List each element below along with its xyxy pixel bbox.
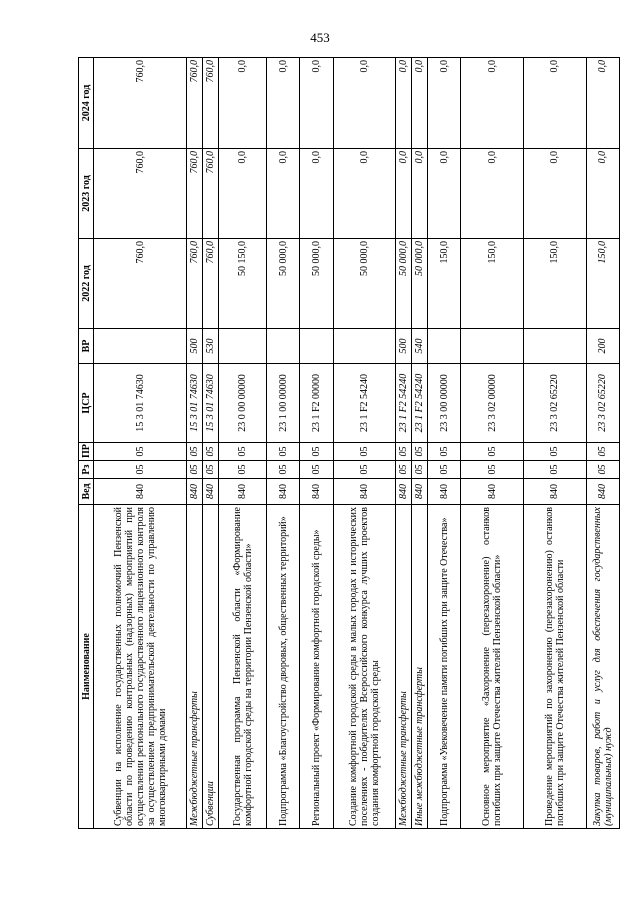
csr-cell: 23 1 00 00000 [267, 364, 300, 443]
header-name: Наименование [79, 505, 94, 829]
amount-2024-cell: 0,0 [524, 58, 587, 149]
amount-2024-cell: 0,0 [219, 58, 267, 149]
name-cell: Межбюджетные трансферты [396, 505, 412, 829]
amount-2023-cell: 0,0 [586, 149, 619, 239]
pr-cell: 05 [333, 443, 396, 461]
budget-table [78, 57, 620, 829]
table-row [524, 58, 587, 829]
name-cell: Иные межбюджетные трансферты [412, 505, 428, 829]
name-cell: Проведение мероприятий по захоронению (перезахоронению) останков погибших при защите Отечества жителей Пензенской области [524, 505, 587, 829]
amount-2024-cell: 0,0 [428, 58, 461, 149]
amount-2022-cell: 50 000,0 [412, 239, 428, 329]
pr-cell: 05 [219, 443, 267, 461]
table-row [396, 58, 412, 829]
header-vr: ВР [79, 329, 94, 364]
amount-2022-cell: 50 000,0 [300, 239, 333, 329]
vr-cell [428, 329, 461, 364]
ved-cell: 840 [203, 479, 219, 505]
name-cell: Государственная программа Пензенской области «Формирование комфортной городской среды на территории Пензенской области» [219, 505, 267, 829]
amount-2023-cell: 760,0 [203, 149, 219, 239]
amount-2024-cell: 0,0 [396, 58, 412, 149]
rz-cell: 05 [524, 461, 587, 479]
rotated-table-wrapper [78, 58, 620, 829]
ved-cell: 840 [461, 479, 524, 505]
amount-2023-cell: 760,0 [94, 149, 187, 239]
ved-cell: 840 [333, 479, 396, 505]
amount-2022-cell: 50 000,0 [267, 239, 300, 329]
vr-cell [300, 329, 333, 364]
csr-cell: 23 3 02 65220 [586, 364, 619, 443]
table-row [428, 58, 461, 829]
name-cell: Подпрограмма «Увековечение памяти погибших при защите Отечества» [428, 505, 461, 829]
csr-cell: 15 3 01 74630 [187, 364, 203, 443]
csr-cell: 23 1 F2 54240 [396, 364, 412, 443]
header-pr: ПР [79, 443, 94, 461]
name-cell: Подпрограмма «Благоустройство дворовых, общественных территорий» [267, 505, 300, 829]
header-2023: 2023 год [79, 149, 94, 239]
amount-2023-cell: 0,0 [219, 149, 267, 239]
table-body [94, 58, 620, 829]
ved-cell: 840 [412, 479, 428, 505]
amount-2023-cell: 0,0 [333, 149, 396, 239]
ved-cell: 840 [428, 479, 461, 505]
table-row [203, 58, 219, 829]
amount-2024-cell: 0,0 [586, 58, 619, 149]
csr-cell: 23 1 F2 54240 [412, 364, 428, 443]
pr-cell: 05 [586, 443, 619, 461]
csr-cell: 23 3 00 00000 [428, 364, 461, 443]
amount-2023-cell: 0,0 [300, 149, 333, 239]
table-row [412, 58, 428, 829]
table-row [586, 58, 619, 829]
name-cell: Закупка товаров, работ и услуг для обеспечения государственных (муниципальных) нужд [586, 505, 619, 829]
ved-cell: 840 [94, 479, 187, 505]
vr-cell: 200 [586, 329, 619, 364]
name-cell: Основное мероприятие «Захоронение (перезахоронение) останков погибших при защите Отечества жителей Пензенской области» [461, 505, 524, 829]
rz-cell: 05 [267, 461, 300, 479]
amount-2023-cell: 0,0 [461, 149, 524, 239]
rz-cell: 05 [187, 461, 203, 479]
rz-cell: 05 [94, 461, 187, 479]
vr-cell [524, 329, 587, 364]
rz-cell: 05 [300, 461, 333, 479]
amount-2022-cell: 760,0 [203, 239, 219, 329]
ved-cell: 840 [396, 479, 412, 505]
amount-2022-cell: 150,0 [428, 239, 461, 329]
table-row [187, 58, 203, 829]
amount-2024-cell: 760,0 [203, 58, 219, 149]
csr-cell: 15 3 01 74630 [94, 364, 187, 443]
table-header-row [79, 58, 94, 829]
pr-cell: 05 [300, 443, 333, 461]
rz-cell: 05 [461, 461, 524, 479]
amount-2024-cell: 0,0 [267, 58, 300, 149]
vr-cell: 500 [187, 329, 203, 364]
table-row [461, 58, 524, 829]
rz-cell: 05 [586, 461, 619, 479]
header-2024: 2024 год [79, 58, 94, 149]
header-2022: 2022 год [79, 239, 94, 329]
table-row [300, 58, 333, 829]
ved-cell: 840 [219, 479, 267, 505]
vr-cell [94, 329, 187, 364]
name-cell: Создание комфортной городской среды в малых городах и исторических поселениях - победителях Всероссийского конкурса лучших проектов создания комфортной городской среды [333, 505, 396, 829]
name-cell: Межбюджетные трансферты [187, 505, 203, 829]
name-cell: Субвенции на исполнение государственных полномочий Пензенской области по проведению контрольных (надзорных) мероприятий при осуществлении регионального государственного лицензионного контроля за осуществлением предпринимательской деятельности по управлению многоквартирными домами [94, 505, 187, 829]
pr-cell: 05 [461, 443, 524, 461]
csr-cell: 23 1 F2 00000 [300, 364, 333, 443]
ved-cell: 840 [524, 479, 587, 505]
rz-cell: 05 [412, 461, 428, 479]
amount-2022-cell: 760,0 [94, 239, 187, 329]
csr-cell: 15 3 01 74630 [203, 364, 219, 443]
amount-2024-cell: 760,0 [94, 58, 187, 149]
amount-2022-cell: 150,0 [524, 239, 587, 329]
amount-2023-cell: 0,0 [412, 149, 428, 239]
amount-2023-cell: 0,0 [428, 149, 461, 239]
table-row [333, 58, 396, 829]
amount-2022-cell: 150,0 [586, 239, 619, 329]
vr-cell: 500 [396, 329, 412, 364]
table-row [267, 58, 300, 829]
ved-cell: 840 [586, 479, 619, 505]
amount-2024-cell: 760,0 [187, 58, 203, 149]
csr-cell: 23 3 02 65220 [524, 364, 587, 443]
pr-cell: 05 [267, 443, 300, 461]
csr-cell: 23 3 02 00000 [461, 364, 524, 443]
header-ved: Вед [79, 479, 94, 505]
vr-cell [219, 329, 267, 364]
amount-2023-cell: 0,0 [267, 149, 300, 239]
page-number: 453 [310, 30, 330, 45]
pr-cell: 05 [203, 443, 219, 461]
csr-cell: 23 0 00 00000 [219, 364, 267, 443]
amount-2023-cell: 0,0 [524, 149, 587, 239]
ved-cell: 840 [267, 479, 300, 505]
vr-cell [267, 329, 300, 364]
amount-2022-cell: 150,0 [461, 239, 524, 329]
ved-cell: 840 [300, 479, 333, 505]
pr-cell: 05 [412, 443, 428, 461]
vr-cell [333, 329, 396, 364]
amount-2022-cell: 50 000,0 [396, 239, 412, 329]
pr-cell: 05 [187, 443, 203, 461]
amount-2022-cell: 50 150,0 [219, 239, 267, 329]
amount-2024-cell: 0,0 [461, 58, 524, 149]
amount-2024-cell: 0,0 [333, 58, 396, 149]
amount-2023-cell: 760,0 [187, 149, 203, 239]
amount-2022-cell: 50 000,0 [333, 239, 396, 329]
rz-cell: 05 [396, 461, 412, 479]
header-rz: Рз [79, 461, 94, 479]
rz-cell: 05 [203, 461, 219, 479]
amount-2022-cell: 760,0 [187, 239, 203, 329]
rz-cell: 05 [428, 461, 461, 479]
table-row [94, 58, 187, 829]
name-cell: Субвенции [203, 505, 219, 829]
amount-2024-cell: 0,0 [412, 58, 428, 149]
amount-2023-cell: 0,0 [396, 149, 412, 239]
table-row [219, 58, 267, 829]
pr-cell: 05 [396, 443, 412, 461]
rz-cell: 05 [333, 461, 396, 479]
amount-2024-cell: 0,0 [300, 58, 333, 149]
pr-cell: 05 [428, 443, 461, 461]
csr-cell: 23 1 F2 54240 [333, 364, 396, 443]
vr-cell [461, 329, 524, 364]
pr-cell: 05 [524, 443, 587, 461]
ved-cell: 840 [187, 479, 203, 505]
vr-cell: 540 [412, 329, 428, 364]
pr-cell: 05 [94, 443, 187, 461]
name-cell: Региональный проект «Формирование комфортной городской среды» [300, 505, 333, 829]
header-csr: ЦСР [79, 364, 94, 443]
rz-cell: 05 [219, 461, 267, 479]
vr-cell: 530 [203, 329, 219, 364]
